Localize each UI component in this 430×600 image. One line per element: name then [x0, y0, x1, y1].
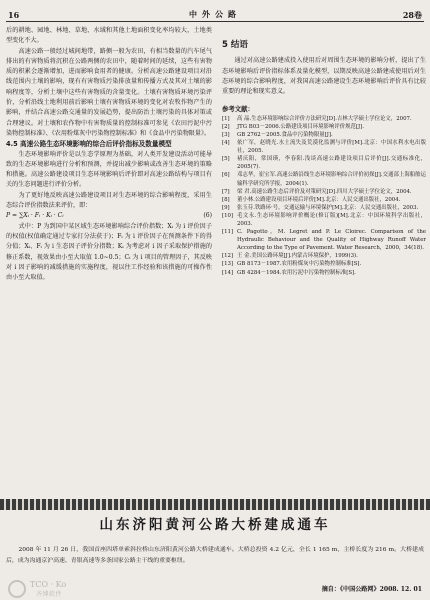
reference-text: GB 2762－2005.食品中污染物限量[J]. — [237, 131, 333, 138]
reference-number: [8] — [222, 196, 230, 203]
news-body: 2008 年 11 月 26 日，我国首座四塔单索斜拉桥山东济阳黄河公路大桥建成通车。大桥总投资 4.2 亿元，全长 1 165 m，主桥长度为 216 m。大桥建成后，成为沟通京沪高速、青银高速等多条国家公路主干线的重要枢纽。 — [6, 547, 424, 564]
page-number: 16 — [8, 10, 20, 20]
reference-number: [2] — [222, 123, 230, 130]
reference-text: 董小林.公路建设项目环境后评价[M].北京：人民交通出版社，2004. — [237, 196, 401, 203]
section-heading-5: 5 结语 — [222, 40, 248, 50]
running-header — [0, 6, 430, 22]
reference-text: 邓志华，崔宝军.高速公路沿线生态环境影响综合评价初探[J].交通部上海船舶运输科学研究所学报，2004(1). — [237, 172, 426, 187]
reference-text: 梁 君.高速公路生态后评价及对策研究[D].四川大学硕士学位论文，2004. — [237, 188, 412, 195]
reference-text: GB 4284－1984.农用污泥中污染物控制标准[S]. — [237, 269, 356, 276]
reference-item — [222, 139, 426, 155]
watermark-logo — [8, 580, 118, 598]
reference-item — [222, 269, 426, 277]
reference-text: JTG B03－2006.公路建设项目环境影响评价规范[J]. — [237, 123, 364, 130]
paragraph-index-method: 为了更好地反映高速公路建设项目对生态环境的综合影响程度，采用生态综合评价指数法来评价，即： — [6, 191, 212, 210]
reference-item — [222, 123, 426, 131]
reference-number: [5] — [222, 156, 230, 163]
reference-number: [13] — [222, 261, 234, 268]
reference-item — [222, 196, 426, 204]
reference-item — [222, 155, 426, 171]
reference-number: [9] — [222, 204, 230, 211]
reference-item — [222, 131, 426, 139]
paragraph-eco-assessment: 生态环境影响评价是以生态学原理为基础，对人类开发建设活动可能导致的生态环境影响进行分析和预测，并提出减少影响或改善生态环境的策略和措施。高速公路建设项目生态环境影响后评价即对高速公路结构与项目有关的生态问题进行评价分析。 — [6, 150, 212, 189]
references-heading: 参考文献： — [222, 105, 254, 114]
news-source: 摘自：《中国公路网》2008. 12. 01 — [321, 586, 422, 593]
reference-text: 高 晶.生态环境影响综合评价方法研究[D].吉林大学硕士学位论文，2007. — [237, 115, 412, 122]
journal-name: 中外公路 — [189, 9, 241, 19]
reference-item — [222, 115, 426, 123]
reference-number: [10] — [222, 212, 234, 219]
reference-text: 王 金.美国公路环境[J].内蒙古环境保护，1999(3). — [237, 253, 358, 260]
watermark-ring-icon — [8, 580, 26, 598]
section-divider-band — [0, 499, 430, 510]
formula-6 — [6, 211, 212, 221]
reference-text: 毛文永.生态环境影响评价概论(修订版)[M].北京：中国环境科学出版社，2003. — [237, 212, 426, 227]
paragraph-formula-explanation: 式中：P 为到国中某区域生态环境影响综合评价指数；Xᵢ 为 i 评价因子的权值(权值确定通过专家打分法获于)；Fᵢ 为 i 评价因子在预测条件下的得分值；Xᵢ、Fᵢ 为 i 生态因子评价分指数；Kᵢ 为考虑对 i 因子采取保护措施的修正系数，视效果由小至大取值 1.0~0.5；Cᵢ 为 i 项目的管理因子，其反映对 i 因子影响的减缓措施的实施程度，视以往工作经验和该措施的可操作性由小至大取值。 — [6, 222, 212, 282]
reference-number: [3] — [222, 131, 230, 138]
reference-item — [222, 260, 426, 268]
reference-text: GB 8173－1987.农用粉煤灰中污染物控制标准[S]. — [237, 261, 362, 268]
reference-number: [11] — [222, 229, 234, 236]
reference-number: [12] — [222, 253, 234, 260]
header-rule — [6, 21, 424, 22]
reference-number: [6] — [222, 172, 230, 179]
watermark-line-1: TCO · Ko — [30, 580, 67, 589]
paragraph-land-use: 后的耕地、园地、林地、草地、水域和其他土地面积变化率均较大，土地类型变化不大。 — [6, 27, 212, 45]
reference-item — [222, 188, 426, 196]
paragraph-conclusion: 通过对高速公路建成投入使用后对周围生态环境的影响分析，提出了生态环境影响后评价指标体系及量化模型，以期反映高速公路建成使用后对生态环境的综合影响程度，对我国高速公路建设生态环境影响后评价具有比较重要的理论和现实意义。 — [222, 57, 426, 96]
reference-number: [14] — [222, 269, 234, 276]
reference-text: 依广军，赵晓光.水土流失及荒漠化监测与评价[M].北京：中国水利水电出版社，2005. — [237, 140, 426, 155]
right-column — [222, 26, 426, 277]
reference-text: 褚庆阳，常国瑛，李春阳.浅谈高速公路建设项目后评价[J].交通标准化，2005(7). — [237, 156, 426, 171]
watermark-line-2: 齐博软件 — [36, 591, 63, 598]
reference-item — [222, 204, 426, 212]
reference-item — [222, 228, 426, 252]
formula-number: (6) — [203, 212, 212, 220]
paragraph-soil-pollution: 高速公路一般经过城间地带，路侧一般为农田，有相当数量的汽车尾气排出的有害物质将沉积在公路两侧的农田中，随着时间的延续，这些有害物质的积累会逐渐增加，进而影响食用者的健康。分析高速公路建设项目对沿线范围内土壤的影响，现有有害物质污染排放量和传播方式及其对土壤的影响程度等，分析土壤中这些有害物质的含量变化。土壤有害物质环境污染评价，分析沿线土地利用前后影响土壤有害物质环境的变化对农牧作物产生的影响，并结合高速公路交通量的发展趋势，提出防治土壤污染的具体对策或合理建议。对土壤和农作物中有害物质量的控制标准可参见《农田污泥中污染物控制标准》、《农用粉煤灰中污染物控制标准》和《食品中污染物限量》。 — [6, 47, 212, 137]
reference-item — [222, 171, 426, 187]
reference-text: C. Pagotto，M. Legret and P. Le Cloirec. Comparison of the Hydraulic Behaviour and the Quality of Highway Runoff Water According to the Type of Pavement. Water Research，2000，34(18). — [237, 229, 426, 252]
volume-label: 28卷 — [402, 10, 422, 20]
left-column — [6, 26, 212, 283]
reference-text: 张玉芬.铁路环·号，交通运输与环境保护[M].北京：人民交通出版社，2003. — [237, 204, 419, 211]
reference-number: [4] — [222, 140, 230, 147]
reference-list — [222, 115, 426, 277]
reference-number: [1] — [222, 115, 230, 122]
reference-number: [7] — [222, 188, 230, 195]
news-article — [6, 545, 424, 566]
reference-item — [222, 212, 426, 228]
formula-expression: P = ∑Xᵢ · Fᵢ · Kᵢ · Cᵢ — [6, 212, 64, 220]
section-heading-4-5: 4.5 高速公路生态环境影响的综合后评价指标及数量模型 — [6, 140, 172, 149]
news-title: 山东济阳黄河公路大桥建成通车 — [99, 517, 331, 533]
reference-item — [222, 252, 426, 260]
